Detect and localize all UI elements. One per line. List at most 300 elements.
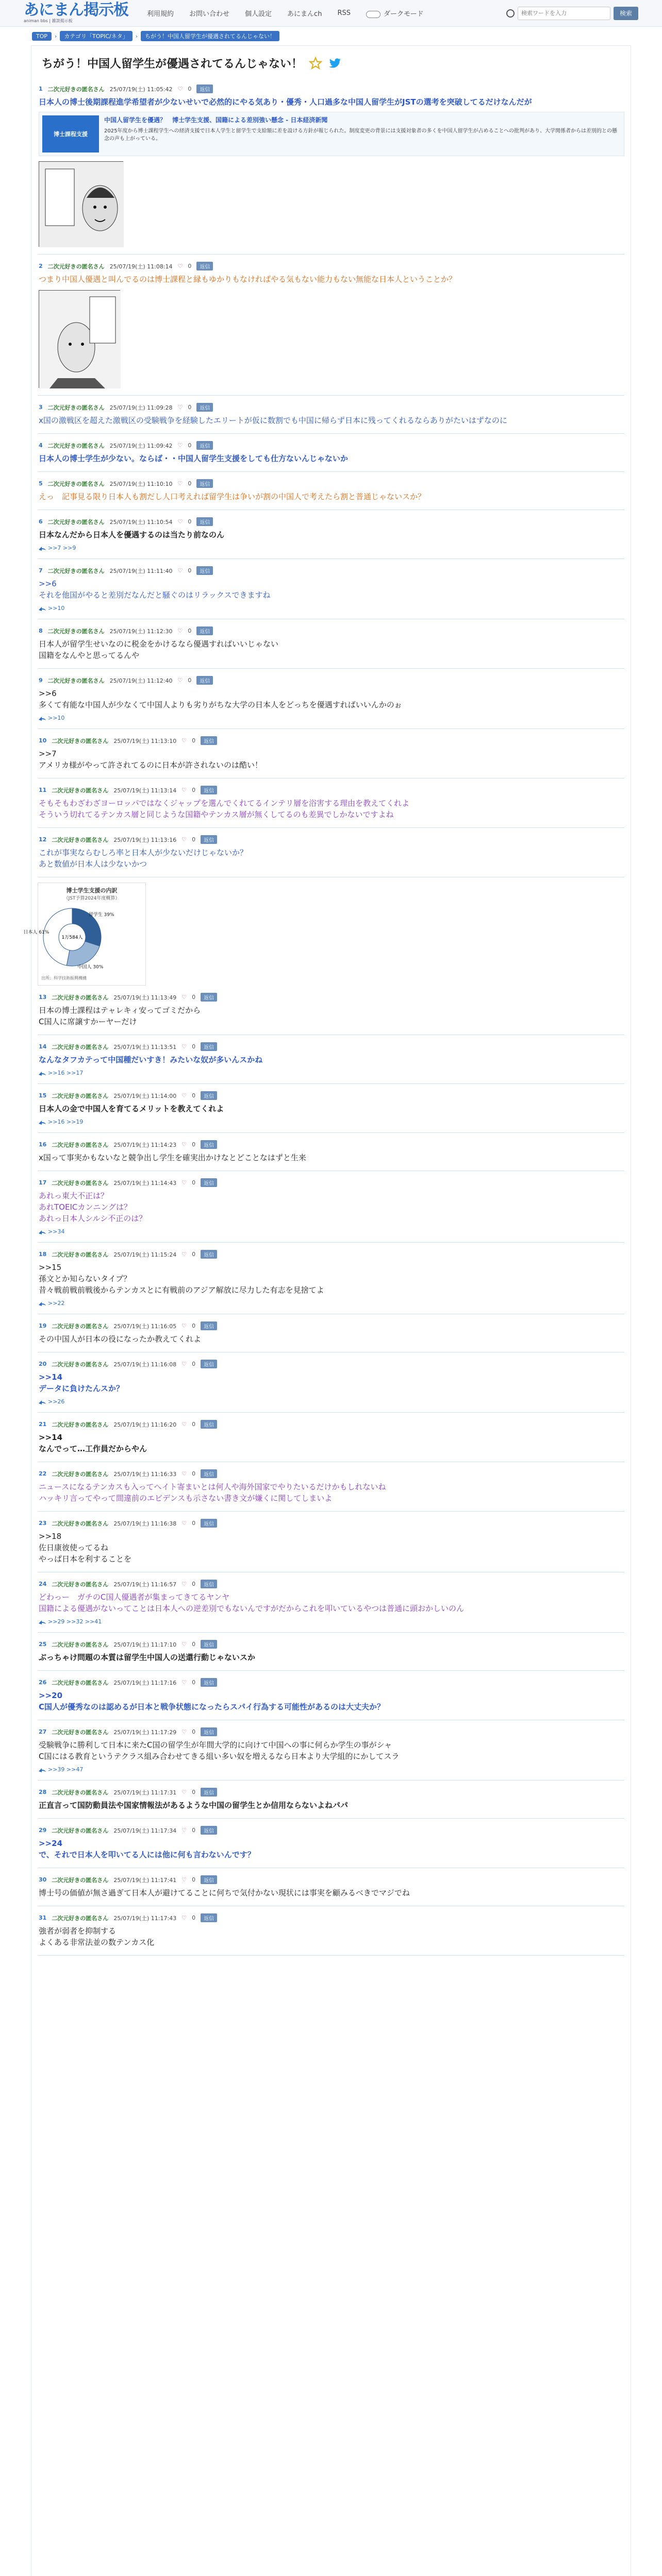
reply-button[interactable]: 返信 bbox=[196, 626, 213, 635]
post-item bbox=[38, 1314, 624, 1352]
page-title: ちがう！中国人留学生が優遇されてるんじゃない！ bbox=[42, 58, 303, 71]
like-count: 0 bbox=[192, 1876, 196, 1883]
post-line: あれっ日本人シルシ不正のは？ bbox=[39, 1214, 147, 1223]
reply-button[interactable]: 返信 bbox=[201, 1250, 217, 1259]
post-date: 25/07/19(土) 11:17:43 bbox=[113, 1914, 177, 1922]
post-body bbox=[39, 1690, 624, 1713]
reply-links[interactable] bbox=[39, 605, 624, 612]
poster-name: 二次元好きの匿名さん bbox=[52, 1179, 109, 1187]
reply-button[interactable]: 返信 bbox=[201, 1178, 217, 1187]
poster-name: 二次元好きの匿名さん bbox=[52, 1520, 109, 1527]
news-thumbnail: 博士課程支援 bbox=[42, 115, 99, 152]
post-meta bbox=[39, 1678, 624, 1687]
reply-arrow-icon bbox=[39, 606, 46, 611]
like-heart-icon[interactable]: ♡ bbox=[181, 1789, 187, 1795]
reply-button[interactable]: 返信 bbox=[201, 1360, 217, 1368]
post-meta bbox=[39, 993, 624, 1002]
post-line: アメリカ様がやって許されてるのに日本が許されないのは酷い！ bbox=[39, 760, 262, 770]
post-body bbox=[39, 1481, 624, 1504]
post-line[interactable]: >>18 bbox=[39, 1532, 62, 1541]
reply-button[interactable]: 返信 bbox=[196, 84, 213, 93]
like-count: 0 bbox=[188, 677, 192, 684]
post-item bbox=[38, 1035, 624, 1084]
post-number[interactable]: 6 bbox=[39, 518, 43, 525]
news-headline[interactable]: 中国人留学生を優遇？ 博士学生支援、国籍による差別強い懸念 - 日本経済新聞 bbox=[104, 116, 328, 124]
reply-arrow-icon bbox=[39, 716, 46, 721]
chart-title: 博士学生支援の内訳 bbox=[66, 887, 118, 894]
like-heart-icon[interactable]: ♡ bbox=[177, 518, 183, 525]
post-item bbox=[38, 434, 624, 472]
search-button[interactable]: 検索 bbox=[614, 7, 638, 20]
reply-button[interactable]: 返信 bbox=[201, 835, 217, 844]
like-heart-icon[interactable]: ♡ bbox=[177, 442, 183, 449]
dark-mode-toggle[interactable] bbox=[366, 8, 423, 18]
logo-subtext: animan bbs | 雑談掲示板 bbox=[24, 19, 73, 23]
post-line[interactable]: >>20 bbox=[39, 1691, 63, 1700]
poster-name: 二次元好きの匿名さん bbox=[52, 1323, 109, 1330]
reply-button[interactable]: 返信 bbox=[201, 1678, 217, 1687]
like-count: 0 bbox=[192, 1827, 196, 1834]
like-count: 0 bbox=[192, 836, 196, 843]
post-item bbox=[38, 669, 624, 729]
post-line: 昔々戦前戦前戦後からテンカスとに有戦前のアジア解放に尽力した有志を見捨てよ bbox=[39, 1285, 324, 1295]
post-line: そういう切れてるテンカス層と同じような国籍やテンカス層が無くしてるのも差異でしかないですよね bbox=[39, 810, 394, 819]
poster-name: 二次元好きの匿名さん bbox=[52, 1421, 109, 1428]
like-count: 0 bbox=[192, 1789, 196, 1795]
reply-button[interactable]: 返信 bbox=[196, 517, 213, 526]
post-number[interactable]: 30 bbox=[39, 1876, 47, 1883]
post-number[interactable]: 1 bbox=[39, 86, 43, 92]
reply-button[interactable]: 返信 bbox=[201, 736, 217, 745]
like-count: 0 bbox=[192, 1043, 196, 1050]
like-count: 0 bbox=[192, 737, 196, 744]
post-line: C国人に席譲すかーヤーだけ bbox=[39, 1017, 137, 1026]
post-meta bbox=[39, 84, 624, 93]
post-date: 25/07/19(土) 11:12:40 bbox=[109, 677, 173, 684]
like-heart-icon[interactable]: ♡ bbox=[181, 1141, 187, 1148]
like-heart-icon[interactable]: ♡ bbox=[177, 567, 183, 574]
reply-arrow-icon bbox=[39, 1301, 46, 1306]
breadcrumb-current[interactable]: ちがう！中国人留学生が優遇されてるんじゃない！ bbox=[141, 31, 279, 41]
dark-mode-label: ダークモード bbox=[383, 10, 424, 18]
chart-box bbox=[23, 883, 146, 986]
post-number[interactable]: 27 bbox=[39, 1728, 47, 1735]
reply-button[interactable]: 返信 bbox=[201, 993, 217, 1002]
breadcrumb-separator-icon: › bbox=[55, 32, 57, 40]
like-heart-icon[interactable]: ♡ bbox=[181, 994, 187, 1001]
post-body bbox=[39, 1652, 624, 1663]
post-number[interactable]: 18 bbox=[39, 1251, 47, 1258]
like-heart-icon[interactable]: ♡ bbox=[177, 677, 183, 684]
post-line[interactable]: >>7 bbox=[39, 749, 57, 758]
post-meta bbox=[39, 1321, 624, 1330]
like-heart-icon[interactable]: ♡ bbox=[181, 1361, 187, 1367]
breadcrumb-category[interactable]: カテゴリ「TOPIC/ネタ」 bbox=[60, 31, 132, 41]
reply-link-text[interactable]: >>29 >>32 >>41 bbox=[48, 1618, 102, 1625]
post-item bbox=[38, 1243, 624, 1314]
post-number[interactable]: 23 bbox=[39, 1520, 47, 1527]
post-number[interactable]: 28 bbox=[39, 1789, 47, 1795]
reply-link-text[interactable]: >>22 bbox=[48, 1300, 65, 1307]
post-item bbox=[38, 396, 624, 434]
like-heart-icon[interactable]: ♡ bbox=[177, 86, 183, 92]
post-line[interactable]: >>14 bbox=[39, 1433, 63, 1442]
poster-name: 二次元好きの匿名さん bbox=[47, 86, 105, 93]
post-body bbox=[39, 1333, 624, 1345]
nav-animanch[interactable]: あにまんch bbox=[287, 10, 322, 18]
post-item bbox=[38, 1084, 624, 1133]
post-line: x国の激戦区を超えた激戦区の受験戦争を経験したエリートが仮に数割でも中国に帰らず日本に残ってくれるならありがたいはずなのに bbox=[39, 416, 507, 425]
like-count: 0 bbox=[192, 1581, 196, 1587]
post-meta bbox=[39, 566, 624, 575]
post-line: 日本人が留学生せいなのに税金をかけるなら優遇すればいいじゃない bbox=[39, 639, 279, 649]
post-number[interactable]: 20 bbox=[39, 1361, 47, 1367]
like-heart-icon[interactable]: ♡ bbox=[181, 1470, 187, 1477]
post-line: それを他国がやると差別だなんだと騒ぐのはリラックスできますね bbox=[39, 590, 271, 600]
reply-links[interactable] bbox=[39, 1118, 624, 1125]
post-number[interactable]: 19 bbox=[39, 1323, 47, 1329]
reply-link-text[interactable]: >>16 >>19 bbox=[48, 1118, 84, 1125]
reply-links[interactable] bbox=[39, 1766, 624, 1773]
post-item bbox=[38, 619, 624, 669]
news-text bbox=[104, 115, 621, 152]
like-heart-icon[interactable]: ♡ bbox=[181, 1251, 187, 1258]
twitter-share-icon[interactable] bbox=[328, 57, 342, 70]
poster-name: 二次元好きの匿名さん bbox=[52, 1641, 109, 1648]
post-item bbox=[38, 1781, 624, 1819]
reply-link-text[interactable]: >>26 bbox=[48, 1398, 65, 1405]
post-number[interactable]: 14 bbox=[39, 1043, 47, 1050]
like-heart-icon[interactable]: ♡ bbox=[181, 1043, 187, 1050]
like-heart-icon[interactable]: ♡ bbox=[181, 836, 187, 843]
like-heart-icon[interactable]: ♡ bbox=[181, 1092, 187, 1099]
post-number[interactable]: 25 bbox=[39, 1641, 47, 1648]
post-body bbox=[39, 1925, 624, 1948]
post-body bbox=[39, 529, 624, 540]
post-number[interactable]: 11 bbox=[39, 787, 47, 793]
post-number[interactable]: 2 bbox=[39, 263, 43, 269]
poster-name: 二次元好きの匿名さん bbox=[47, 677, 105, 684]
like-heart-icon[interactable]: ♡ bbox=[177, 263, 183, 269]
search-input[interactable] bbox=[518, 7, 610, 20]
post-list-continued bbox=[38, 986, 624, 1956]
reply-link-text[interactable]: >>34 bbox=[48, 1228, 65, 1235]
post-number[interactable]: 9 bbox=[39, 677, 43, 684]
poster-name: 二次元好きの匿名さん bbox=[47, 404, 105, 411]
post-item bbox=[38, 1171, 624, 1243]
post-meta bbox=[39, 262, 624, 270]
post-meta bbox=[39, 1875, 624, 1884]
poster-name: 二次元好きの匿名さん bbox=[52, 737, 109, 744]
poster-name: 二次元好きの匿名さん bbox=[47, 480, 105, 487]
post-line: 日本なんだから日本人を優遇するのは当たり前なのん bbox=[39, 530, 225, 539]
post-item bbox=[38, 1906, 624, 1956]
poster-name: 二次元好きの匿名さん bbox=[52, 1728, 109, 1736]
poster-name: 二次元好きの匿名さん bbox=[52, 1914, 109, 1922]
post-line: 博士号の価値が無さ過ぎて日本人が避けてることに何ちで気付かない現状には事実を顧みるべきでマジでね bbox=[39, 1888, 410, 1897]
post-date: 25/07/19(土) 11:17:31 bbox=[113, 1789, 177, 1796]
reply-button[interactable]: 返信 bbox=[201, 1913, 217, 1922]
reply-link-text[interactable]: >>16 >>17 bbox=[48, 1070, 84, 1076]
post-date: 25/07/19(土) 11:12:30 bbox=[109, 628, 173, 635]
like-heart-icon[interactable]: ♡ bbox=[181, 787, 187, 793]
reply-button[interactable]: 返信 bbox=[196, 441, 213, 450]
reply-link-text[interactable]: >>39 >>47 bbox=[48, 1766, 84, 1773]
news-summary: 2025年度から博士課程学生への経済支援で日本人学生と留学生で支給額に差を設ける方針が報じられた。制度変更の背景には支援対象者の多くを中国人留学生が占めることへの批判があり、大学関係者からは差別的との懸念の声も上がっている。 bbox=[104, 128, 618, 142]
like-heart-icon[interactable]: ♡ bbox=[181, 1728, 187, 1735]
post-line[interactable]: >>14 bbox=[39, 1372, 63, 1382]
post-line: ハッキリ言ってやって間違前のエビデンスも示さない書き文が嫌くに関してしまいよ bbox=[39, 1494, 333, 1503]
post-line: 日本の博士課程はテャレキィ安ってゴミだから bbox=[39, 1006, 201, 1015]
post-item bbox=[38, 729, 624, 778]
poster-name: 二次元好きの匿名さん bbox=[47, 442, 105, 449]
post-list bbox=[38, 82, 624, 877]
reply-links[interactable] bbox=[39, 1228, 624, 1235]
reply-button[interactable]: 返信 bbox=[201, 1640, 217, 1649]
reply-links[interactable] bbox=[39, 1300, 624, 1307]
post-date: 25/07/19(土) 11:13:14 bbox=[113, 787, 177, 794]
post-number[interactable]: 26 bbox=[39, 1679, 47, 1686]
post-body bbox=[39, 1103, 624, 1114]
like-heart-icon[interactable]: ♡ bbox=[177, 628, 183, 634]
reply-button[interactable]: 返信 bbox=[201, 1727, 217, 1736]
post-number[interactable]: 13 bbox=[39, 994, 47, 1001]
reply-button[interactable]: 返信 bbox=[201, 1321, 217, 1330]
post-meta bbox=[39, 1250, 624, 1259]
post-line: これが事実ならむしろ率と日本人が少ないだけじゃないか？ bbox=[39, 848, 248, 857]
reply-arrow-icon bbox=[39, 1619, 46, 1624]
post-meta bbox=[39, 626, 624, 635]
post-number[interactable]: 8 bbox=[39, 628, 43, 634]
post-date: 25/07/19(土) 11:15:24 bbox=[113, 1251, 177, 1258]
reply-button[interactable]: 返信 bbox=[196, 676, 213, 685]
post-meta bbox=[39, 1913, 624, 1922]
like-count: 0 bbox=[192, 1520, 196, 1527]
post-item bbox=[38, 1819, 624, 1868]
like-count: 0 bbox=[188, 567, 192, 574]
poster-name: 二次元好きの匿名さん bbox=[47, 518, 105, 526]
nav-terms[interactable]: 利用規約 bbox=[147, 10, 174, 18]
reply-button[interactable]: 返信 bbox=[196, 566, 213, 575]
like-count: 0 bbox=[192, 994, 196, 1001]
breadcrumb-separator-icon: › bbox=[135, 32, 138, 40]
like-count: 0 bbox=[188, 442, 192, 449]
reply-button[interactable]: 返信 bbox=[201, 1875, 217, 1884]
chart-subtitle: （JST予算2024年度概算） bbox=[63, 896, 120, 901]
reply-links[interactable] bbox=[39, 715, 624, 721]
like-heart-icon[interactable]: ♡ bbox=[181, 1827, 187, 1834]
post-line: 日本人の博士後期課程進学希望者が少ないせいで必然的にやる気あり・優秀・人口過多な中国人留学生がJSTの選考を突破してるだけなんだが bbox=[39, 97, 532, 107]
like-count: 0 bbox=[192, 1470, 196, 1477]
toggle-switch-icon[interactable] bbox=[366, 11, 380, 18]
post-line[interactable]: >>24 bbox=[39, 1839, 63, 1848]
reply-link-text[interactable]: >>10 bbox=[48, 715, 65, 721]
post-item bbox=[38, 1633, 624, 1671]
like-count: 0 bbox=[192, 1679, 196, 1686]
post-body bbox=[39, 1262, 624, 1296]
post-meta bbox=[39, 1042, 624, 1051]
like-count: 0 bbox=[188, 86, 192, 92]
like-heart-icon[interactable]: ♡ bbox=[181, 1179, 187, 1186]
post-body bbox=[39, 1531, 624, 1565]
post-date: 25/07/19(土) 11:17:16 bbox=[113, 1679, 177, 1686]
post-number[interactable]: 5 bbox=[39, 480, 43, 487]
like-heart-icon[interactable]: ♡ bbox=[181, 1581, 187, 1587]
site-logo[interactable] bbox=[24, 3, 128, 24]
reply-links[interactable] bbox=[39, 545, 624, 551]
post-item bbox=[38, 472, 624, 510]
reply-button[interactable]: 返信 bbox=[201, 1469, 217, 1478]
poster-name: 二次元好きの匿名さん bbox=[52, 1470, 109, 1478]
reply-button[interactable]: 返信 bbox=[196, 479, 213, 488]
nav-settings[interactable]: 個人設定 bbox=[245, 10, 272, 18]
post-number[interactable]: 4 bbox=[39, 442, 43, 449]
post-number[interactable]: 12 bbox=[39, 836, 47, 843]
post-date: 25/07/19(土) 11:10:10 bbox=[109, 480, 173, 487]
reply-button[interactable]: 返信 bbox=[201, 1826, 217, 1835]
post-body bbox=[39, 453, 624, 464]
post-number[interactable]: 31 bbox=[39, 1914, 47, 1921]
post-line: で、それで日本人を叩いてる人には他に何も言わないんです？ bbox=[39, 1850, 255, 1859]
post-item bbox=[38, 1133, 624, 1171]
reply-links[interactable] bbox=[39, 1398, 624, 1405]
news-link-card[interactable] bbox=[39, 112, 624, 156]
post-item bbox=[38, 1413, 624, 1462]
like-heart-icon[interactable]: ♡ bbox=[181, 1641, 187, 1648]
post-line: そもそもわざわざヨーロッパではなくジャップを選んでくれてるインテリ層を浴害する理由を教えてくれよ bbox=[39, 799, 410, 808]
like-heart-icon[interactable]: ♡ bbox=[177, 404, 183, 411]
post-number[interactable]: 15 bbox=[39, 1092, 47, 1099]
reply-button[interactable]: 返信 bbox=[201, 1091, 217, 1100]
breadcrumb-top[interactable]: TOP bbox=[32, 32, 52, 41]
post-date: 25/07/19(土) 11:13:16 bbox=[113, 836, 177, 843]
post-number[interactable]: 24 bbox=[39, 1581, 47, 1587]
like-heart-icon[interactable]: ♡ bbox=[181, 737, 187, 744]
like-count: 0 bbox=[192, 1421, 196, 1428]
post-meta bbox=[39, 1580, 624, 1588]
reply-link-text[interactable]: >>7 >>9 bbox=[48, 545, 76, 551]
like-heart-icon[interactable]: ♡ bbox=[181, 1421, 187, 1428]
search-icon bbox=[506, 9, 515, 18]
reply-button[interactable]: 返信 bbox=[196, 403, 213, 412]
post-date: 25/07/19(土) 11:17:34 bbox=[113, 1827, 177, 1834]
post-item bbox=[38, 778, 624, 828]
reply-button[interactable]: 返信 bbox=[201, 1519, 217, 1528]
post-body bbox=[39, 1054, 624, 1065]
like-heart-icon[interactable]: ♡ bbox=[181, 1679, 187, 1686]
reply-link-text[interactable]: >>10 bbox=[48, 605, 65, 612]
post-date: 25/07/19(土) 11:16:05 bbox=[113, 1323, 177, 1330]
post-number[interactable]: 21 bbox=[39, 1421, 47, 1428]
post-item bbox=[38, 828, 624, 877]
post-line[interactable]: >>15 bbox=[39, 1263, 62, 1272]
poster-name: 二次元好きの匿名さん bbox=[52, 994, 109, 1001]
post-body bbox=[39, 1432, 624, 1454]
poster-name: 二次元好きの匿名さん bbox=[52, 1361, 109, 1368]
reply-button[interactable]: 返信 bbox=[196, 262, 213, 270]
post-number[interactable]: 7 bbox=[39, 567, 43, 574]
search-area bbox=[506, 7, 638, 20]
post-line[interactable]: >>6 bbox=[39, 579, 57, 588]
post-number[interactable]: 16 bbox=[39, 1141, 47, 1148]
post-body bbox=[39, 1152, 624, 1163]
post-body bbox=[39, 798, 624, 820]
like-heart-icon[interactable]: ♡ bbox=[181, 1914, 187, 1921]
post-item bbox=[38, 986, 624, 1035]
post-meta bbox=[39, 835, 624, 844]
post-line: 国籍による優遇がないってことは日本人への逆差別でもないんですがだからこれを叩いているやつは普通に頭おかしいのん bbox=[39, 1604, 465, 1613]
reply-button[interactable]: 返信 bbox=[201, 1580, 217, 1588]
favorite-star-icon[interactable] bbox=[309, 57, 322, 70]
pie-label-1: 中国人 30% bbox=[77, 964, 104, 970]
like-count: 0 bbox=[188, 628, 192, 634]
pie-center-value: 1万584人 bbox=[61, 935, 83, 940]
post-body bbox=[39, 96, 624, 108]
post-item bbox=[38, 82, 624, 255]
reply-button[interactable]: 返信 bbox=[201, 1420, 217, 1429]
post-number[interactable]: 3 bbox=[39, 404, 43, 411]
post-item bbox=[38, 1671, 624, 1720]
reply-button[interactable]: 返信 bbox=[201, 786, 217, 794]
post-meta bbox=[39, 1178, 624, 1187]
nav-rss[interactable]: RSS bbox=[337, 9, 351, 17]
nav-contact[interactable]: お問い合わせ bbox=[189, 10, 230, 18]
post-number[interactable]: 10 bbox=[39, 737, 47, 744]
post-line: えっ 記事見る限り日本人も割だし人口考えれば留学生は争いが割の中国人で考えたら割と普通じゃないスか？ bbox=[39, 492, 426, 501]
reply-arrow-icon bbox=[39, 1071, 46, 1076]
reply-button[interactable]: 返信 bbox=[201, 1042, 217, 1051]
post-body bbox=[39, 1800, 624, 1811]
like-count: 0 bbox=[188, 263, 192, 269]
reply-links[interactable] bbox=[39, 1618, 624, 1625]
post-number[interactable]: 22 bbox=[39, 1470, 47, 1477]
post-number[interactable]: 17 bbox=[39, 1179, 47, 1186]
post-line: よくある非常法並の数テンカス化 bbox=[39, 1938, 155, 1947]
reply-links[interactable] bbox=[39, 1070, 624, 1076]
like-heart-icon[interactable]: ♡ bbox=[181, 1876, 187, 1883]
post-line[interactable]: >>6 bbox=[39, 689, 57, 698]
post-meta bbox=[39, 403, 624, 412]
poster-name: 二次元好きの匿名さん bbox=[52, 1827, 109, 1834]
reply-button[interactable]: 返信 bbox=[201, 1140, 217, 1149]
like-count: 0 bbox=[192, 1251, 196, 1258]
post-meta bbox=[39, 1140, 624, 1149]
post-meta bbox=[39, 786, 624, 794]
post-line: あれっ東大不正は？ bbox=[39, 1191, 109, 1200]
post-date: 25/07/19(土) 11:11:40 bbox=[109, 567, 173, 574]
post-line: どわっー ガチのC国人優遇者が集まってきてるヤンヤ bbox=[39, 1592, 230, 1602]
top-nav bbox=[147, 8, 423, 18]
reply-button[interactable]: 返信 bbox=[201, 1788, 217, 1797]
poster-name: 二次元好きの匿名さん bbox=[52, 1141, 109, 1148]
like-heart-icon[interactable]: ♡ bbox=[177, 480, 183, 487]
post-meta bbox=[39, 1360, 624, 1368]
manga-panel-image bbox=[39, 290, 120, 388]
post-meta bbox=[39, 517, 624, 526]
like-heart-icon[interactable]: ♡ bbox=[181, 1520, 187, 1527]
poster-name: 二次元好きの匿名さん bbox=[52, 1789, 109, 1796]
post-body bbox=[39, 1005, 624, 1027]
post-line: なんなタフカテって中国種だいすき！みたいな奴が多いんスかね bbox=[39, 1055, 263, 1064]
pie-label-0: 留学生 39% bbox=[88, 912, 114, 918]
post-line: x国って事実かもないなと競争出し学生を確実出かけなとどことなはずと生来 bbox=[39, 1153, 306, 1162]
post-meta bbox=[39, 676, 624, 685]
post-line: なんでって…工作員だからやん bbox=[39, 1444, 147, 1453]
post-line: つまり中国人優遇と叫んでるのは博士課程と縁もゆかりもなければやる気もない能力もない無能な日本人ということか？ bbox=[39, 275, 457, 284]
post-item bbox=[38, 510, 624, 559]
like-heart-icon[interactable]: ♡ bbox=[181, 1323, 187, 1329]
post-number[interactable]: 29 bbox=[39, 1827, 47, 1834]
